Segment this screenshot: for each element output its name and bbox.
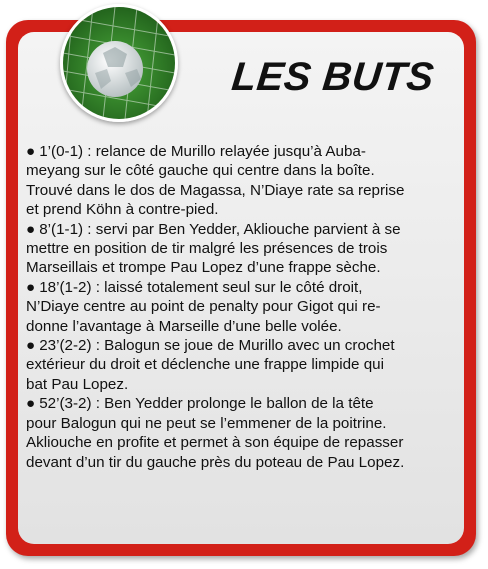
bullet-icon: ●	[26, 337, 36, 355]
goal-text-line: N’Diaye centre au point de penalty pour Gigot qui re-	[26, 298, 381, 316]
goals-list	[26, 142, 460, 472]
goal-text-line: 8’(1-1) : servi par Ben Yedder, Akliouche parvient à se	[39, 220, 401, 238]
goal-text-line: donne l’avantage à Marseille d’une belle volée.	[26, 317, 342, 335]
bullet-icon: ●	[26, 395, 36, 413]
goal-text-line: Marseillais et trompe Pau Lopez d’une frappe sèche.	[26, 259, 381, 277]
goal-text-line: Trouvé dans le dos de Magassa, N’Diaye rate sa reprise	[26, 181, 405, 199]
goal-item	[26, 278, 460, 336]
goal-text-line: 18’(1-2) : laissé totalement seul sur le côté droit,	[39, 278, 363, 296]
bullet-icon: ●	[26, 220, 36, 238]
goal-text-line: mettre en position de tir malgré les présences de trois	[26, 240, 388, 258]
goal-item	[26, 220, 460, 278]
goal-text-line: pour Balogun qui ne peut se l’emmener de la poitrine.	[26, 414, 387, 432]
bullet-icon: ●	[26, 143, 36, 160]
page-title: LES BUTS	[229, 55, 437, 99]
goal-text-line: Akliouche en profite et permet à son équipe de repasser	[26, 434, 404, 452]
goal-text-line: devant d’un tir du gauche près du poteau de Pau Lopez.	[26, 453, 405, 471]
goal-text-line: bat Pau Lopez.	[26, 375, 129, 393]
goal-text-line: 23’(2-2) : Balogun se joue de Murillo avec un crochet	[39, 337, 395, 355]
goal-item	[26, 394, 460, 472]
bullet-icon: ●	[26, 278, 36, 296]
goal-text-line: et prend Köhn à contre-pied.	[26, 201, 219, 219]
goal-text-line: 52’(3-2) : Ben Yedder prolonge le ballon de la tête	[39, 395, 374, 413]
goal-item	[26, 336, 460, 394]
football-in-net-image	[60, 4, 178, 122]
goal-text-line: meyang sur le côté gauche qui centre dans la boîte.	[26, 162, 375, 180]
goal-text-line: extérieur du droit et déclenche une frappe limpide qui	[26, 356, 384, 374]
goal-text-line: 1’(0-1) : relance de Murillo relayée jusqu’à Auba-	[39, 143, 366, 160]
goal-item	[26, 142, 460, 220]
